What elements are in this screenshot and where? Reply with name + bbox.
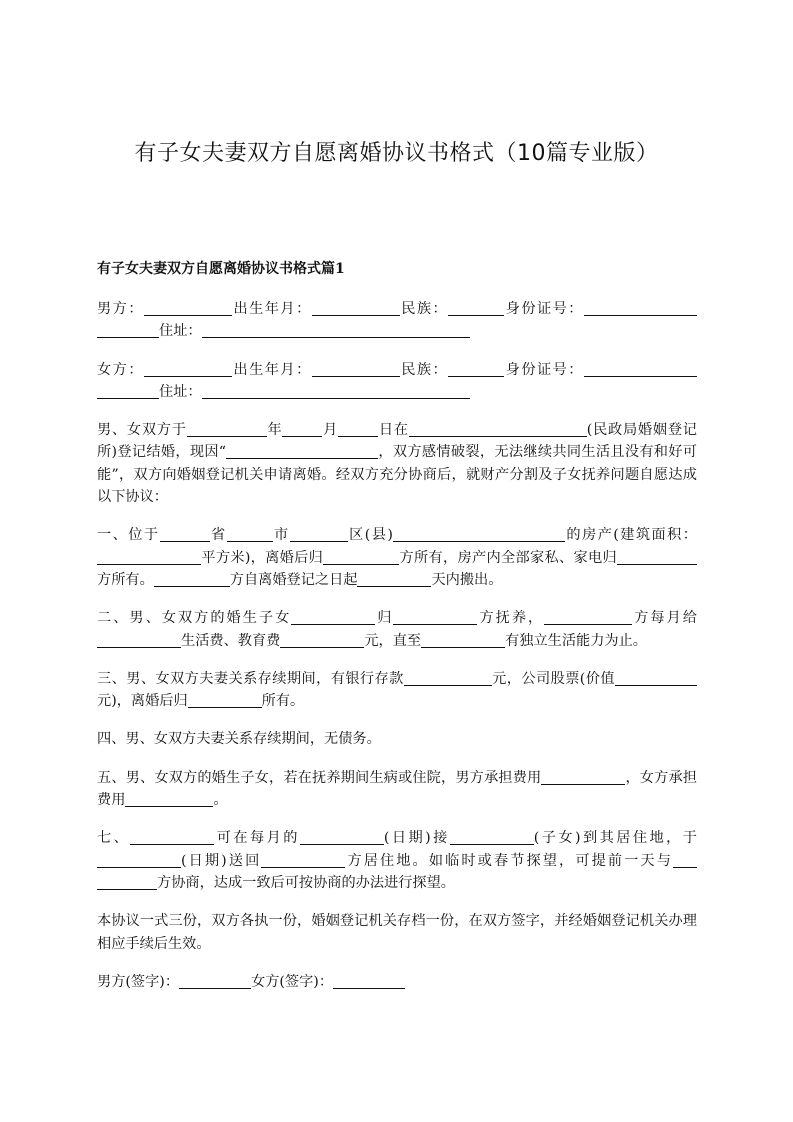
fill-in-blank[interactable]: [323, 547, 399, 565]
fill-in-blank[interactable]: [450, 827, 534, 845]
paragraph-text: 元)，离婚后归: [97, 693, 188, 710]
fill-in-blank[interactable]: [125, 789, 213, 807]
paragraph-text: 女方：: [97, 361, 144, 378]
fill-in-blank[interactable]: [187, 419, 267, 437]
agreement-paragraph: [97, 827, 697, 894]
paragraph-text: 日在: [378, 422, 409, 439]
agreement-paragraph: [97, 359, 697, 404]
paragraph-text: 身份证号：: [504, 301, 584, 317]
agreement-paragraph: [97, 971, 697, 993]
fill-in-blank[interactable]: [393, 524, 565, 542]
paragraph-text: 可在每月的: [214, 830, 300, 847]
paragraph-text: 生活费、教育费: [181, 632, 281, 649]
section-heading: 有子女夫妻双方自愿离婚协议书格式篇1: [97, 261, 345, 277]
paragraph-text: 男方：: [97, 301, 144, 317]
fill-in-blank[interactable]: [282, 419, 322, 437]
paragraph-text: 归: [375, 610, 394, 627]
fill-in-blank[interactable]: [97, 547, 201, 565]
paragraph-text: 男方(签字)：: [97, 973, 180, 990]
agreement-paragraph: [97, 668, 697, 713]
fill-in-blank[interactable]: [261, 850, 345, 868]
paragraph-text: 民族：: [399, 361, 449, 378]
paragraph-text: 四、男、女双方夫妻关系存续期间，无债务。: [97, 731, 381, 748]
paragraph-text: (民政局婚姻登记所)登记结婚，现因“: [97, 422, 697, 461]
paragraph-text: 五、男、女双方的婚生子女，若在抚养期间生病或住院，男方承担费用: [97, 769, 542, 786]
fill-in-blank[interactable]: [448, 298, 504, 316]
paragraph-text: 平方米)，离婚后归: [201, 549, 324, 566]
paragraph-text: 市: [272, 527, 290, 544]
agreement-paragraph: [97, 910, 697, 955]
fill-in-blank[interactable]: [154, 569, 230, 587]
agreement-paragraph: [97, 524, 697, 591]
fill-in-blank[interactable]: [202, 381, 470, 399]
paragraph-text: 本协议一式三份，双方各执一份，婚姻登记机关存档一份，在双方签字，并经婚姻登记机关办理相应手续后生效。: [97, 913, 697, 952]
fill-in-blank[interactable]: [179, 971, 251, 989]
fill-in-blank[interactable]: [333, 971, 405, 989]
paragraph-text: (日期)接: [383, 830, 450, 847]
fill-in-blank[interactable]: [312, 359, 400, 377]
paragraph-text: 住址：: [159, 323, 202, 340]
fill-in-blank[interactable]: [144, 359, 232, 377]
document-body: [97, 258, 697, 1009]
paragraph-text: 方居住地。如临时或春节探望，可提前一天与: [345, 852, 673, 869]
fill-in-blank[interactable]: [280, 630, 364, 648]
paragraph-text: 出生年月：: [231, 301, 312, 317]
paragraph-text: 二、男、女双方的婚生子女: [97, 610, 292, 627]
fill-in-blank[interactable]: [226, 441, 378, 459]
paragraph-text: 天内搬出。: [431, 571, 503, 588]
fill-in-blank[interactable]: [544, 607, 632, 625]
paragraph-text: 一、位于: [97, 527, 160, 544]
fill-in-blank[interactable]: [338, 419, 378, 437]
fill-in-blank[interactable]: [290, 524, 348, 542]
paragraph-text: 身份证号：: [504, 361, 584, 378]
paragraph-text: 三、男、女双方夫妻关系存续期间，有银行存款: [97, 670, 404, 687]
paragraph-text: 所有。: [261, 693, 305, 710]
paragraph-text: 月: [322, 422, 339, 439]
paragraph-text: (子女)到其居住地，于: [533, 830, 697, 847]
fill-in-blank[interactable]: [97, 630, 181, 648]
document-title: 有子女夫妻双方自愿离婚协议书格式（10篇专业版）: [134, 141, 659, 166]
fill-in-blank[interactable]: [160, 524, 210, 542]
paragraph-text: 方所有。: [97, 571, 154, 588]
fill-in-blank[interactable]: [97, 381, 159, 399]
fill-in-blank[interactable]: [97, 320, 159, 338]
fill-in-blank[interactable]: [409, 419, 587, 437]
paragraph-text: 方抚养，: [477, 610, 545, 627]
fill-in-blank[interactable]: [584, 298, 697, 316]
paragraph-text: 方协商，达成一致后可按协商的办法进行探望。: [157, 874, 455, 891]
fill-in-blank[interactable]: [673, 850, 697, 868]
fill-in-blank[interactable]: [188, 690, 262, 708]
agreement-paragraph: [97, 607, 697, 652]
fill-in-blank[interactable]: [291, 607, 375, 625]
fill-in-blank[interactable]: [97, 872, 157, 890]
fill-in-blank[interactable]: [130, 827, 214, 845]
fill-in-blank[interactable]: [541, 767, 625, 785]
agreement-paragraph: [97, 298, 697, 343]
paragraph-text: 年: [266, 422, 283, 439]
fill-in-blank[interactable]: [97, 850, 181, 868]
paragraph-text: 民族：: [399, 301, 449, 317]
paragraph-text: 方自离婚登记之日起: [229, 571, 358, 588]
fill-in-blank[interactable]: [227, 524, 273, 542]
fill-in-blank[interactable]: [393, 607, 477, 625]
fill-in-blank[interactable]: [357, 569, 431, 587]
paragraph-text: 男、女双方于: [97, 422, 187, 439]
paragraph-text: 方所有，房产内全部家私、家电归: [399, 549, 617, 566]
paragraph-text: ，双方感情破裂，无法继续共同生活且没有和好可能”，双方向婚姻登记机关申请离婚。经双方充分协商后，就财产分割及子女抚养问题自愿达成以下协议：: [97, 444, 697, 506]
paragraph-text: 元，公司股票(价值: [491, 670, 615, 687]
paragraph-text: 的房产(建筑面积：: [564, 527, 697, 544]
paragraph-text: 有独立生活能力为止。: [505, 632, 647, 649]
fill-in-blank[interactable]: [623, 547, 697, 565]
paragraph-text: 省: [209, 527, 227, 544]
paragraph-text: 元，直至: [364, 632, 422, 649]
paragraph-text: (日期)送回: [181, 852, 262, 869]
fill-in-blank[interactable]: [584, 359, 697, 377]
agreement-paragraph: [97, 767, 697, 812]
paragraph-text: 七、: [97, 830, 131, 847]
paragraph-text: 住址：: [159, 383, 202, 400]
fill-in-blank[interactable]: [202, 320, 470, 338]
paragraph-text: 方每月给: [632, 610, 697, 627]
paragraph-text: 女方(签字)：: [251, 973, 334, 990]
paragraph-text: ，女方承担费用: [97, 769, 697, 809]
paragraph-text: 区(县): [347, 527, 393, 544]
agreement-paragraphs: [97, 298, 697, 993]
fill-in-blank[interactable]: [300, 827, 384, 845]
fill-in-blank[interactable]: [448, 359, 504, 377]
agreement-paragraph: [97, 419, 697, 508]
fill-in-blank[interactable]: [651, 668, 697, 686]
fill-in-blank[interactable]: [404, 668, 492, 686]
fill-in-blank[interactable]: [312, 298, 400, 316]
paragraph-text: 。: [213, 792, 228, 809]
fill-in-blank[interactable]: [615, 668, 651, 686]
fill-in-blank[interactable]: [144, 298, 232, 316]
agreement-paragraph: [97, 728, 697, 750]
paragraph-text: 出生年月：: [231, 361, 312, 378]
fill-in-blank[interactable]: [421, 630, 505, 648]
